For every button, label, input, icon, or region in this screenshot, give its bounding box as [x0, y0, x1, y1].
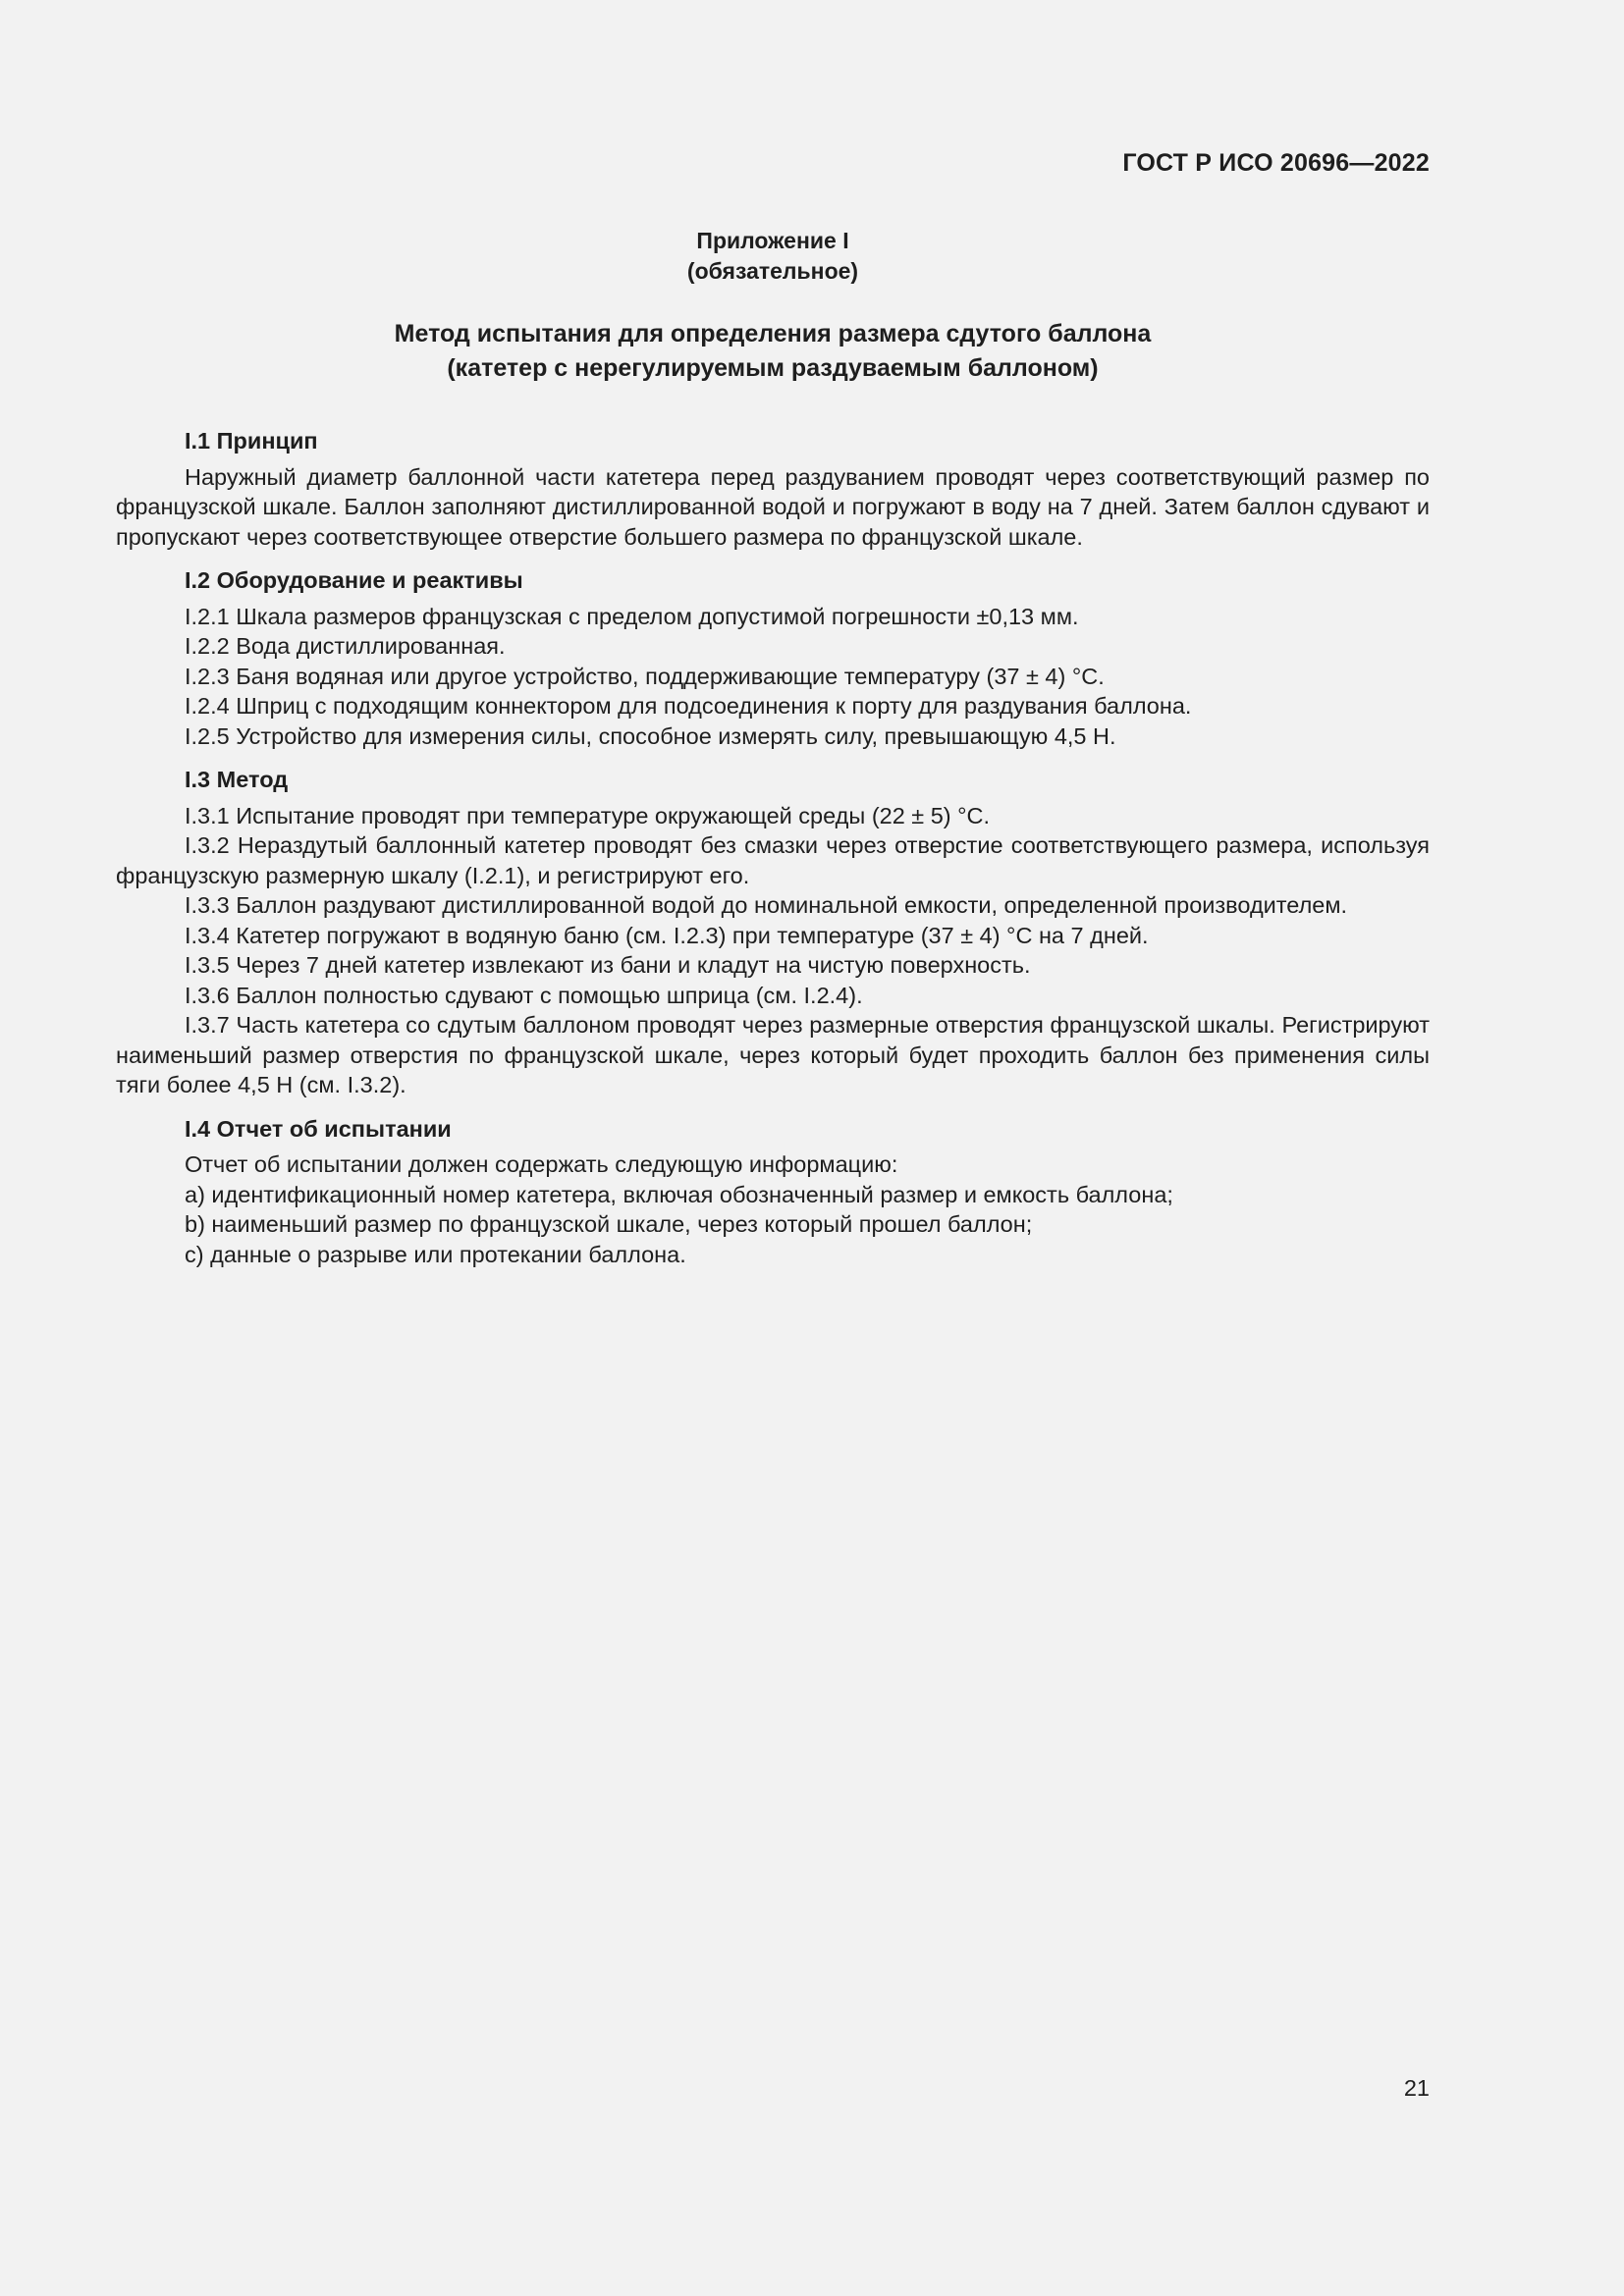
list-item: Отчет об испытании должен содержать следующую информацию: — [185, 1151, 898, 1177]
page-number: 21 — [1403, 2075, 1430, 2101]
list-item: I.3.7 Часть катетера со сдутым баллоном проводят через размерные отверстия французской шкалы. Регистрируют наименьший размер отверстия по французской шкале, через который будет проходить баллон без применения силы тяги более 4,5 Н (см. I.3.2). — [116, 1012, 1430, 1097]
section-method — [116, 765, 1430, 1100]
list-item: I.2.4 Шприц с подходящим коннектором для подсоединения к порту для раздувания баллона. — [185, 693, 1192, 719]
title-line-1: Метод испытания для определения размера сдутого баллона — [394, 320, 1152, 347]
list-item: I.3.1 Испытание проводят при температуре окружающей среды (22 ± 5) °С. — [185, 802, 991, 828]
section-equipment — [116, 565, 1430, 751]
title-line-2: (катетер с нерегулируемым раздуваемым баллоном) — [447, 354, 1099, 382]
list-item: I.2.5 Устройство для измерения силы, способное измерять силу, превышающую 4,5 Н. — [185, 722, 1116, 749]
section-heading: I.2 Оборудование и реактивы — [185, 567, 523, 593]
section-heading: I.1 Принцип — [185, 428, 318, 454]
list-item: I.2.1 Шкала размеров французская с пределом допустимой погрешности ±0,13 мм. — [185, 603, 1079, 629]
list-item: b) наименьший размер по французской шкале, через который прошел баллон; — [185, 1211, 1033, 1237]
list-item: I.2.2 Вода дистиллированная. — [185, 633, 506, 659]
section-principle — [116, 426, 1430, 552]
section-heading: I.4 Отчет об испытании — [185, 1115, 452, 1142]
list-item: I.3.4 Катетер погружают в водяную баню (см. I.2.3) при температуре (37 ± 4) °С на 7 дней. — [185, 922, 1149, 948]
document-body — [116, 426, 1430, 1269]
list-item: I.3.5 Через 7 дней катетер извлекают из бани и кладут на чистую поверхность. — [185, 952, 1031, 978]
appendix-title — [116, 317, 1430, 386]
list-item: I.3.2 Нераздутый баллонный катетер проводят без смазки через отверстие соответствующего размера, используя французскую размерную шкалу (I.2.1), и регистрируют его. — [116, 832, 1430, 888]
list-item: I.3.3 Баллон раздувают дистиллированной водой до номинальной емкости, определенной производителем. — [185, 892, 1348, 918]
appendix-status: (обязательное) — [686, 258, 859, 284]
document-page — [116, 0, 1430, 2296]
document-designation: ГОСТ Р ИСО 20696—2022 — [1122, 149, 1430, 177]
list-item: I.3.6 Баллон полностью сдувают с помощью шприца (см. I.2.4). — [185, 982, 863, 1008]
section-test-report — [116, 1114, 1430, 1270]
list-item: I.2.3 Баня водяная или другое устройство, поддерживающие температуру (37 ± 4) °С. — [185, 663, 1105, 689]
list-item: с) данные о разрыве или протекании баллона. — [185, 1241, 686, 1267]
list-item: а) идентификационный номер катетера, включая обозначенный размер и емкость баллона; — [185, 1181, 1173, 1207]
appendix-label: Приложение I — [696, 228, 849, 253]
appendix-heading — [116, 226, 1430, 287]
paragraph: Наружный диаметр баллонной части катетера перед раздуванием проводят через соответствующий размер по французской шкале. Баллон заполняют дистиллированной водой и погружают в воду на 7 дней. Затем баллон сдувают и пропускают через соответствующее отверстие большего размера по французской шкале. — [116, 463, 1430, 550]
section-heading: I.3 Метод — [185, 767, 289, 792]
